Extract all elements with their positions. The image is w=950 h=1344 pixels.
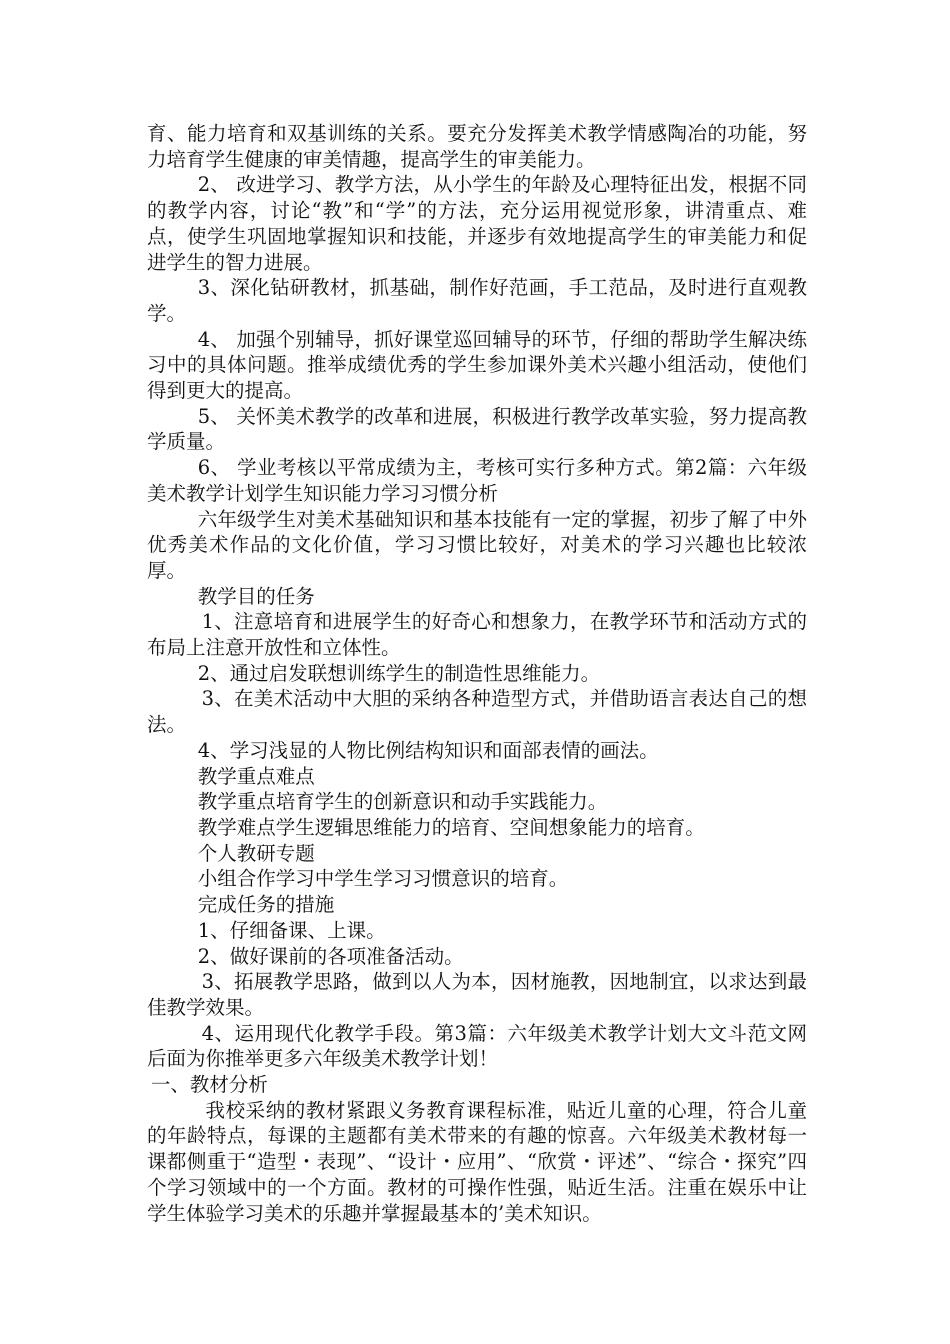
paragraph: 5、 关怀美术教学的改革和进展，积极进行教学改革实验，努力提高教学质量。	[147, 404, 807, 454]
paragraph: 1、注意培育和进展学生的好奇心和想象力，在教学环节和活动方式的布局上注意开放性和立体性。	[147, 610, 807, 660]
paragraph: 3、在美术活动中大胆的采纳各种造型方式，并借助语言表达自己的想法。	[147, 687, 807, 737]
paragraph: 教学难点学生逻辑思维能力的培育、空间想象能力的培育。	[197, 815, 705, 839]
paragraph: 2、通过启发联想训练学生的制造性思维能力。	[197, 661, 601, 685]
section-heading: 教学目的任务	[197, 584, 315, 608]
paragraph: 6、 学业考核以平常成绩为主，考核可实行多种方式。第2篇：六年级美术教学计划学生知识能力学习习惯分析	[147, 456, 807, 505]
paragraph: 3、深化钻研教材，抓基础，制作好范画，手工范品，及时进行直观教学。	[147, 276, 807, 325]
paragraph: 育、能力培育和双基训练的关系。要充分发挥美术教学情感陶冶的功能，努力培育学生健康的审美情趣，提高学生的审美能力。	[147, 122, 807, 171]
paragraph: 4、运用现代化教学手段。第3篇：六年级美术教学计划大文斗范文网后面为你推举更多六年级美术教学计划！	[147, 1021, 807, 1071]
document-body	[147, 121, 807, 1226]
paragraph: 3、拓展教学思路，做到以人为本，因材施教，因地制宜，以求达到最佳教学效果。	[147, 970, 807, 1019]
section-heading: 一、教材分析	[150, 1073, 268, 1097]
paragraph: 教学重点培育学生的创新意识和动手实践能力。	[197, 790, 608, 814]
section-heading: 个人教研专题	[197, 841, 315, 865]
section-heading: 教学重点难点	[197, 764, 315, 788]
paragraph: 六年级学生对美术基础知识和基本技能有一定的掌握，初步了解了中外优秀美术作品的文化价值，学习习惯比较好，对美术的学习兴趣也比较浓厚。	[147, 507, 807, 582]
paragraph: 小组合作学习中学生学习习惯意识的培育。	[197, 867, 569, 891]
paragraph: 我校采纳的教材紧跟义务教育课程标准，贴近儿童的心理，符合儿童的年龄特点，每课的主题都有美术带来的有趣的惊喜。六年级美术教材每一课都侧重于“造型・表现”、“设计・应用”、“欣赏・评述”、“综合・探究”四个学习领域中的一个方面。教材的可操作性强，贴近生活。注重在娱乐中让学生体验学习美术的乐趣并掌握最基本的’美术知识。	[147, 1098, 807, 1225]
paragraph: 4、 加强个别辅导，抓好课堂巡回辅导的环节，仔细的帮助学生解决练习中的具体问题。推举成绩优秀的学生参加课外美术兴趣小组活动，使他们得到更大的提高。	[147, 327, 807, 403]
paragraph: 2、 改进学习、教学方法，从小学生的年龄及心理特征出发，根据不同的教学内容，讨论“教”和“学”的方法，充分运用视觉形象，讲清重点、难点，使学生巩固地掌握知识和技能，并逐步有效地提高学生的审美能力和促进学生的智力进展。	[147, 173, 807, 274]
paragraph: 4、学习浅显的人物比例结构知识和面部表情的画法。	[197, 738, 659, 762]
paragraph: 1、仔细备课、上课。	[197, 918, 386, 942]
paragraph: 2、做好课前的各项准备活动。	[197, 944, 464, 968]
section-heading: 完成任务的措施	[197, 893, 335, 917]
